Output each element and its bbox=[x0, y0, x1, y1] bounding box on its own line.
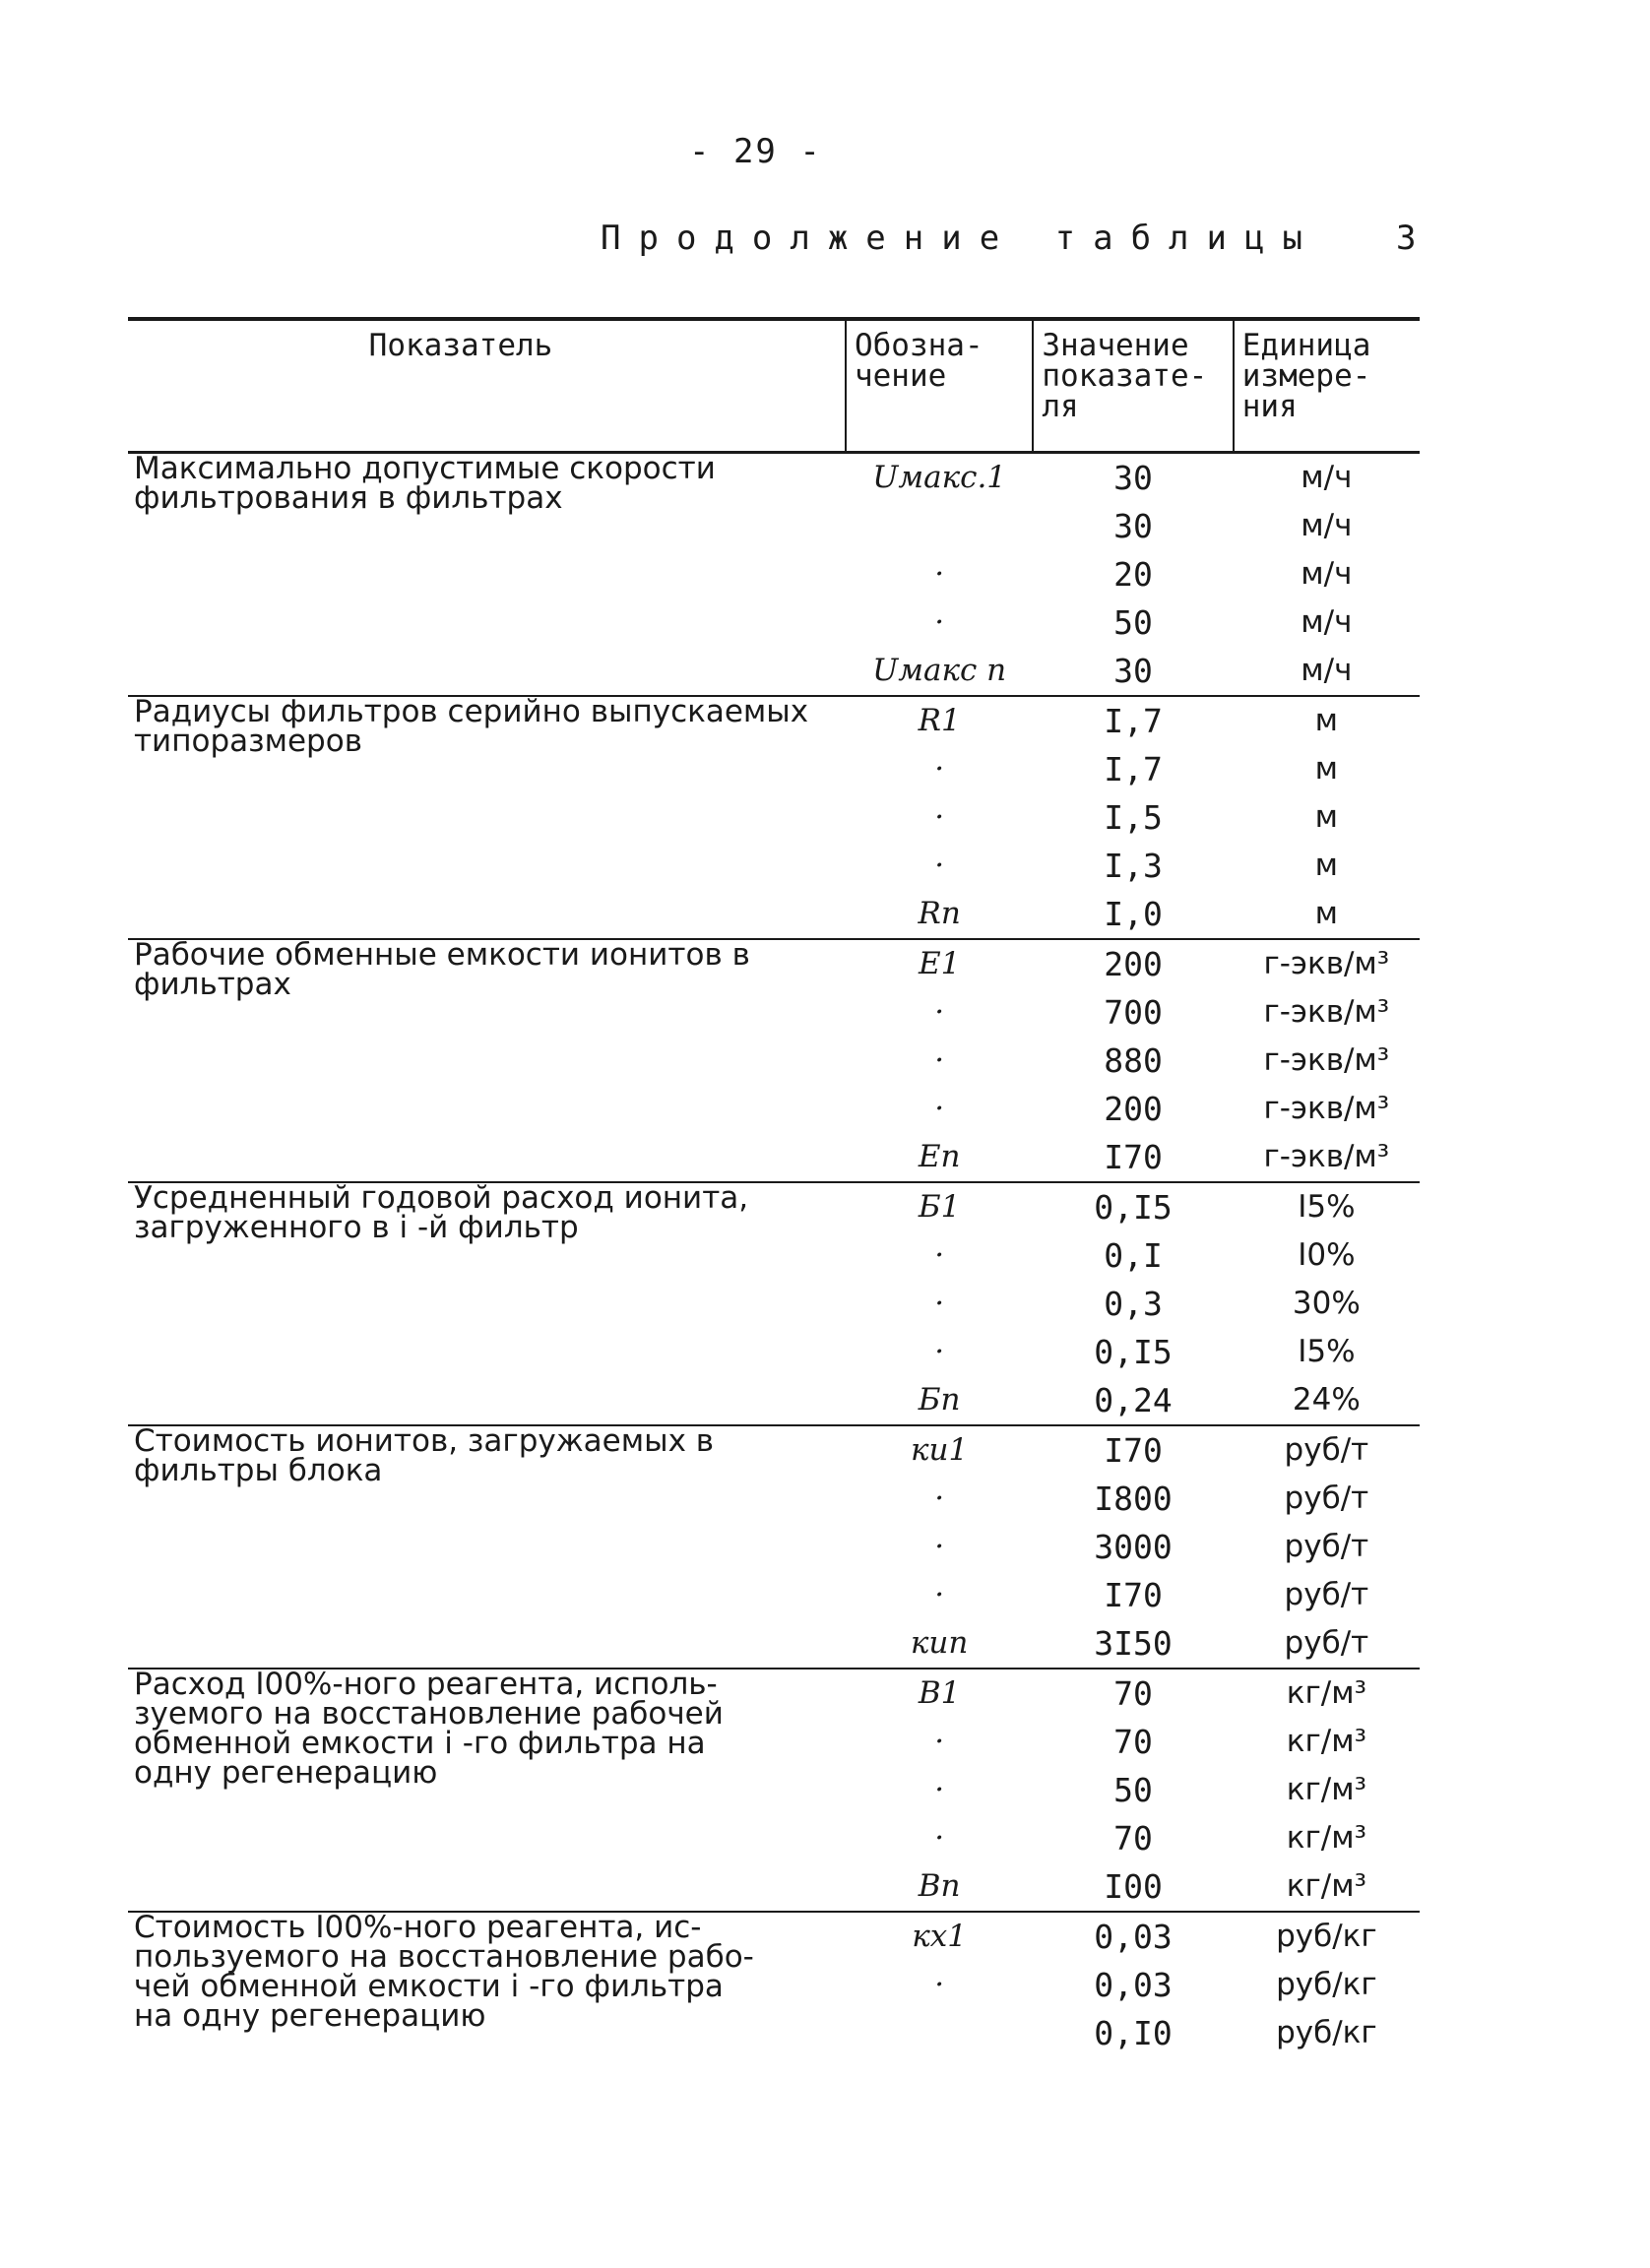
symbol-cell: Б1 bbox=[918, 1189, 961, 1225]
symbol-cell: · bbox=[934, 1967, 945, 2002]
unit-cell: м/ч bbox=[1301, 460, 1353, 495]
symbol-cell bbox=[852, 2009, 1027, 2057]
unit-cell: м/ч bbox=[1301, 508, 1353, 543]
value-cell: 70 bbox=[1113, 1819, 1153, 1858]
value-cell: 3I50 bbox=[1094, 1624, 1173, 1663]
unit-cell: I5% bbox=[1298, 1334, 1356, 1369]
unit-cell: руб/кг bbox=[1276, 2015, 1377, 2050]
table-body bbox=[128, 453, 1420, 2058]
value-cell: 30 bbox=[1113, 652, 1153, 690]
header-symbol: Обозна- чение bbox=[846, 319, 1033, 453]
indicator-label: Рабочие обменные емкости ионитов в фильтрах bbox=[128, 939, 846, 1182]
value-cell: I,3 bbox=[1104, 847, 1163, 885]
symbol-cell: В1 bbox=[918, 1675, 961, 1711]
symbol-cell: E1 bbox=[918, 946, 961, 981]
symbol-cell: · bbox=[934, 1772, 945, 1807]
unit-column bbox=[1234, 1425, 1420, 1669]
symbol-cell: · bbox=[934, 604, 945, 640]
symbol-cell: Rп bbox=[918, 896, 961, 931]
unit-column bbox=[1234, 696, 1420, 939]
unit-cell: м bbox=[1314, 751, 1339, 787]
table-row bbox=[128, 696, 1420, 939]
symbol-cell: кип bbox=[910, 1625, 969, 1661]
symbol-column bbox=[846, 1912, 1033, 2057]
unit-column bbox=[1234, 453, 1420, 697]
unit-cell: г-экв/м³ bbox=[1263, 946, 1390, 981]
value-cell: 0,24 bbox=[1094, 1381, 1173, 1419]
table-row bbox=[128, 1182, 1420, 1425]
unit-cell: кг/м³ bbox=[1286, 1675, 1367, 1711]
unit-cell: кг/м³ bbox=[1286, 1724, 1367, 1759]
value-column bbox=[1033, 1669, 1233, 1912]
unit-cell: руб/кг bbox=[1276, 1967, 1377, 2002]
header-unit: Единица измере- ния bbox=[1234, 319, 1420, 453]
unit-cell: руб/т bbox=[1284, 1529, 1369, 1564]
symbol-cell: ки1 bbox=[911, 1432, 969, 1468]
unit-cell: руб/кг bbox=[1276, 1919, 1377, 1954]
unit-cell: м bbox=[1314, 848, 1339, 883]
unit-cell: кг/м³ bbox=[1286, 1868, 1367, 1904]
value-cell: 200 bbox=[1104, 1090, 1163, 1128]
symbol-cell: · bbox=[934, 1334, 945, 1369]
symbol-column bbox=[846, 1182, 1033, 1425]
symbol-cell: · bbox=[934, 994, 945, 1030]
value-column bbox=[1033, 696, 1233, 939]
indicator-label: Стоимость ионитов, загружаемых в фильтры блока bbox=[128, 1425, 846, 1669]
symbol-cell: кх1 bbox=[912, 1919, 968, 1954]
unit-cell: 30% bbox=[1292, 1286, 1361, 1321]
value-column bbox=[1033, 1425, 1233, 1669]
unit-column bbox=[1234, 1669, 1420, 1912]
value-cell: 0,03 bbox=[1094, 1966, 1173, 2004]
header-value: Значение показате- ля bbox=[1033, 319, 1233, 453]
symbol-column bbox=[846, 939, 1033, 1182]
symbol-cell: R1 bbox=[918, 703, 961, 738]
header-indicator: Показатель bbox=[128, 319, 846, 453]
value-cell: 0,3 bbox=[1104, 1285, 1163, 1323]
symbol-cell: · bbox=[934, 799, 945, 835]
unit-cell: руб/т bbox=[1284, 1625, 1369, 1661]
value-cell: 200 bbox=[1104, 945, 1163, 983]
symbol-cell: · bbox=[934, 1091, 945, 1126]
symbol-cell: Eп bbox=[918, 1139, 961, 1174]
value-cell: I,7 bbox=[1104, 750, 1163, 788]
symbol-column bbox=[846, 1669, 1033, 1912]
value-cell: 0,I5 bbox=[1094, 1188, 1173, 1227]
unit-column bbox=[1234, 1182, 1420, 1425]
unit-column bbox=[1234, 939, 1420, 1182]
symbol-cell: · bbox=[934, 848, 945, 883]
unit-cell: г-экв/м³ bbox=[1263, 1091, 1390, 1126]
indicator-label: Максимально допустимые скорости фильтрования в фильтрах bbox=[134, 451, 716, 516]
value-cell: 70 bbox=[1113, 1723, 1153, 1761]
value-cell: 880 bbox=[1104, 1041, 1163, 1080]
value-cell: 0,I5 bbox=[1094, 1333, 1173, 1371]
unit-cell: руб/т bbox=[1284, 1577, 1369, 1612]
indicator-table bbox=[128, 317, 1420, 2057]
unit-cell: м bbox=[1314, 799, 1339, 835]
value-cell: I00 bbox=[1104, 1867, 1163, 1906]
value-cell: 0,I0 bbox=[1094, 2014, 1173, 2052]
unit-cell: м bbox=[1314, 703, 1339, 738]
unit-cell: г-экв/м³ bbox=[1263, 994, 1390, 1030]
value-cell: 50 bbox=[1113, 603, 1153, 642]
value-column bbox=[1033, 1182, 1233, 1425]
value-column bbox=[1033, 939, 1233, 1182]
table-row bbox=[128, 1912, 1420, 2057]
value-cell: 0,03 bbox=[1094, 1918, 1173, 1956]
unit-cell: м/ч bbox=[1301, 556, 1353, 592]
symbol-cell: Uмакс.1 bbox=[872, 460, 1007, 495]
symbol-cell: · bbox=[934, 1577, 945, 1612]
symbol-column bbox=[846, 1425, 1033, 1669]
unit-cell: руб/т bbox=[1284, 1480, 1369, 1516]
page-number: - 29 - bbox=[689, 132, 822, 171]
unit-cell: м/ч bbox=[1301, 604, 1353, 640]
table-number: 3 bbox=[1396, 219, 1417, 258]
indicator-label: Радиусы фильтров серийно выпускаемых типоразмеров bbox=[128, 696, 846, 939]
unit-column bbox=[1234, 1912, 1420, 2057]
table-header-row bbox=[128, 319, 1420, 453]
table-row bbox=[128, 453, 1420, 697]
table-row bbox=[128, 939, 1420, 1182]
unit-cell: г-экв/м³ bbox=[1263, 1042, 1390, 1078]
symbol-cell: · bbox=[934, 751, 945, 787]
unit-cell: I0% bbox=[1298, 1237, 1356, 1273]
unit-cell: кг/м³ bbox=[1286, 1772, 1367, 1807]
unit-cell: кг/м³ bbox=[1286, 1820, 1367, 1856]
value-column bbox=[1033, 453, 1233, 697]
value-cell: 3000 bbox=[1094, 1528, 1173, 1566]
symbol-cell: · bbox=[934, 1724, 945, 1759]
symbol-column bbox=[846, 453, 1033, 697]
indicator-label: Стоимость I00%-ного реагента, ис- пользуемого на восстановление рабо- чей обменной емкости i -го фильтра на одну регенерацию bbox=[128, 1912, 846, 2057]
continuation-title: Продолжение таблицы bbox=[601, 219, 1320, 258]
value-cell: 700 bbox=[1104, 993, 1163, 1032]
indicator-label: Расход I00%-ного реагента, исполь- зуемого на восстановление рабочей обменной емкости i -го фильтра на одну регенерацию bbox=[128, 1669, 846, 1912]
value-cell: 50 bbox=[1113, 1771, 1153, 1809]
symbol-cell: Uмакс п bbox=[872, 653, 1007, 688]
value-cell: I,7 bbox=[1104, 702, 1163, 740]
symbol-cell: · bbox=[934, 1820, 945, 1856]
unit-cell: I5% bbox=[1298, 1189, 1356, 1225]
value-cell: 70 bbox=[1113, 1674, 1153, 1713]
value-cell: I,0 bbox=[1104, 895, 1163, 933]
indicator-label: Усредненный годовой расход ионита, загруженного в i -й фильтр bbox=[128, 1182, 846, 1425]
symbol-cell: · bbox=[934, 1286, 945, 1321]
symbol-cell: · bbox=[934, 1042, 945, 1078]
unit-cell: м bbox=[1314, 896, 1339, 931]
value-cell: I70 bbox=[1104, 1576, 1163, 1614]
table-row bbox=[128, 1669, 1420, 1912]
value-cell: 30 bbox=[1113, 507, 1153, 545]
unit-cell: м/ч bbox=[1301, 653, 1353, 688]
value-cell: I800 bbox=[1094, 1480, 1173, 1518]
symbol-cell: · bbox=[934, 1480, 945, 1516]
value-cell: I70 bbox=[1104, 1138, 1163, 1176]
table-row bbox=[128, 1425, 1420, 1669]
value-column bbox=[1033, 1912, 1233, 2057]
symbol-cell: · bbox=[934, 1529, 945, 1564]
value-cell: 20 bbox=[1113, 555, 1153, 594]
symbol-cell: · bbox=[934, 1237, 945, 1273]
symbol-cell bbox=[852, 502, 1027, 550]
value-cell: 0,I bbox=[1104, 1236, 1163, 1275]
value-cell: 30 bbox=[1113, 459, 1153, 497]
unit-cell: г-экв/м³ bbox=[1263, 1139, 1390, 1174]
value-cell: I70 bbox=[1104, 1431, 1163, 1470]
value-cell: I,5 bbox=[1104, 798, 1163, 837]
symbol-column bbox=[846, 696, 1033, 939]
unit-cell: 24% bbox=[1292, 1382, 1361, 1418]
symbol-cell: · bbox=[934, 556, 945, 592]
unit-cell: руб/т bbox=[1284, 1432, 1369, 1468]
symbol-cell: Бп bbox=[918, 1382, 961, 1418]
symbol-cell: Вп bbox=[918, 1868, 961, 1904]
